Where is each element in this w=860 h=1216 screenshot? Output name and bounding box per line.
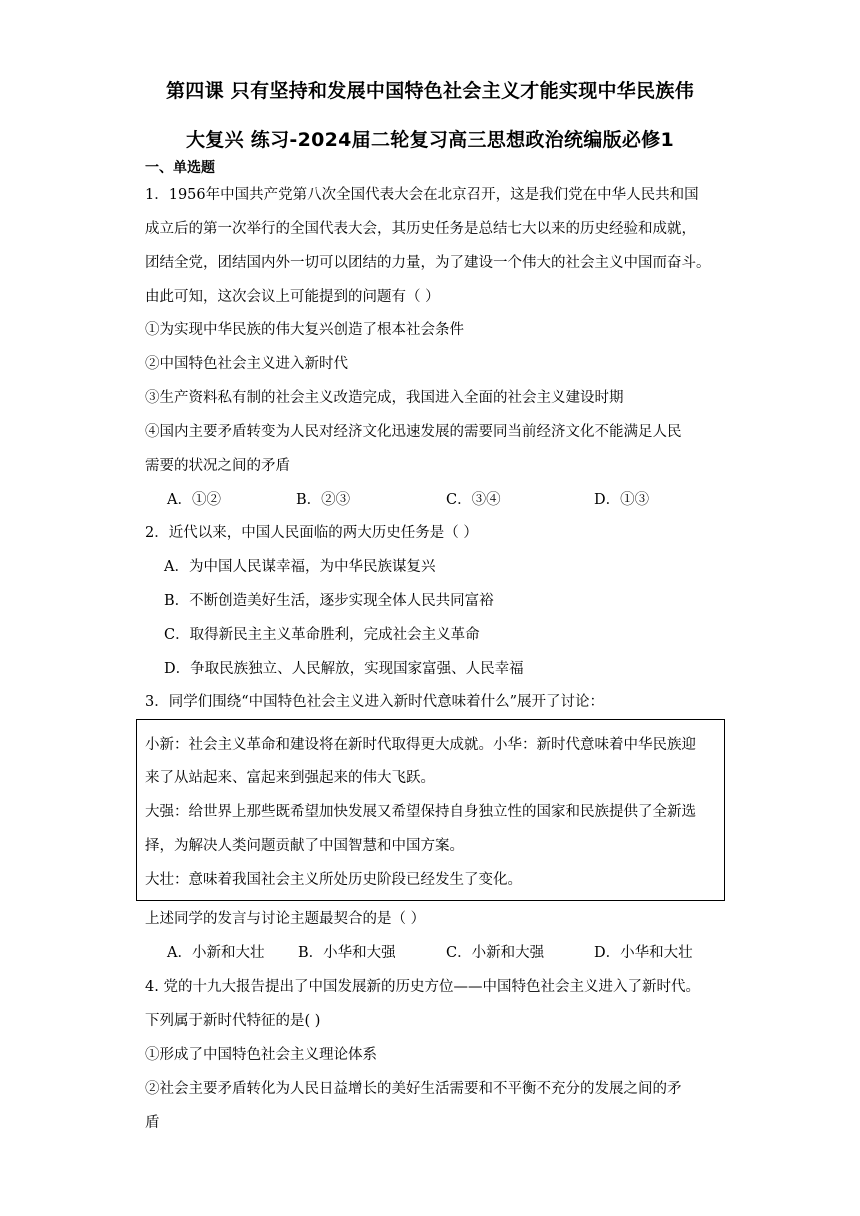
q1-item-4-continued: 需要的状况之间的矛盾 bbox=[145, 458, 290, 474]
q3-stem: 3．同学们围绕“中国特色社会主义进入新时代意味着什么”展开了讨论： bbox=[145, 694, 605, 710]
q2-option-a[interactable]: A．为中国人民谋幸福，为中华民族谋复兴 bbox=[164, 559, 436, 575]
q3-box-line-2: 来了从站起来、富起来到强起来的伟大飞跃。 bbox=[145, 770, 435, 786]
q3-option-b[interactable]: B．小华和大强 bbox=[298, 945, 396, 961]
q2-option-b[interactable]: B．不断创造美好生活，逐步实现全体人民共同富裕 bbox=[164, 593, 494, 609]
q4-stem-line-2: 下列属于新时代特征的是( ) bbox=[145, 1013, 321, 1029]
q3-question: 上述同学的发言与讨论主题最契合的是（ ） bbox=[145, 911, 426, 927]
q2-option-d[interactable]: D．争取民族独立、人民解放，实现国家富强、人民幸福 bbox=[164, 661, 524, 677]
q1-option-b[interactable]: B．②③ bbox=[296, 492, 351, 508]
q3-box-line-3: 大强：给世界上那些既希望加快发展又希望保持自身独立性的国家和民族提供了全新选 bbox=[145, 804, 696, 820]
q4-stem-line-1: 4. 党的十九大报告提出了中国发展新的历史方位——中国特色社会主义进入了新时代。 bbox=[145, 979, 700, 995]
section-heading: 一、单选题 bbox=[145, 160, 215, 176]
q1-option-c[interactable]: C．③④ bbox=[446, 492, 501, 508]
q3-option-d[interactable]: D．小华和大壮 bbox=[594, 945, 693, 961]
q1-stem-line-4: 由此可知，这次会议上可能提到的问题有（ ） bbox=[145, 289, 440, 305]
q1-option-a[interactable]: A．①② bbox=[167, 492, 221, 508]
q1-item-1: ①为实现中华民族的伟大复兴创造了根本社会条件 bbox=[145, 322, 464, 338]
q1-item-4: ④国内主要矛盾转变为人民对经济文化迅速发展的需要同当前经济文化不能满足人民 bbox=[145, 424, 682, 440]
q2-option-c[interactable]: C．取得新民主主义革命胜利，完成社会主义革命 bbox=[164, 627, 480, 643]
q3-box-line-4: 择，为解决人类问题贡献了中国智慧和中国方案。 bbox=[145, 838, 464, 854]
q3-option-c[interactable]: C．小新和大强 bbox=[446, 945, 545, 961]
q1-option-d[interactable]: D．①③ bbox=[594, 492, 650, 508]
q3-box-line-5: 大壮：意味着我国社会主义所处历史阶段已经发生了变化。 bbox=[145, 872, 522, 888]
q4-item-2-continued: 盾 bbox=[145, 1115, 160, 1131]
q1-stem-line-2: 成立后的第一次举行的全国代表大会，其历史任务是总结七大以来的历史经验和成就， bbox=[145, 221, 696, 237]
q3-box-line-1: 小新：社会主义革命和建设将在新时代取得更大成就。小华：新时代意味着中华民族迎 bbox=[145, 737, 696, 753]
document-title-line-1: 第四课 只有坚持和发展中国特色社会主义才能实现中华民族伟 bbox=[165, 80, 695, 102]
q1-stem-line-1: 1．1956年中国共产党第八次全国代表大会在北京召开，这是我们党在中华人民共和国 bbox=[145, 187, 699, 203]
q4-item-1: ①形成了中国特色社会主义理论体系 bbox=[145, 1047, 377, 1063]
q3-option-a[interactable]: A．小新和大壮 bbox=[167, 945, 265, 961]
q1-stem-line-3: 团结全党，团结国内外一切可以团结的力量，为了建设一个伟大的社会主义中国而奋斗。 bbox=[145, 255, 711, 271]
q1-item-3: ③生产资料私有制的社会主义改造完成，我国进入全面的社会主义建设时期 bbox=[145, 390, 624, 406]
q4-item-2: ②社会主要矛盾转化为人民日益增长的美好生活需要和不平衡不充分的发展之间的矛 bbox=[145, 1081, 682, 1097]
document-title-line-2: 大复兴 练习-2024届二轮复习高三思想政治统编版必修1 bbox=[185, 129, 674, 151]
q2-stem: 2．近代以来，中国人民面临的两大历史任务是（ ） bbox=[145, 525, 478, 541]
q1-item-2: ②中国特色社会主义进入新时代 bbox=[145, 356, 348, 372]
